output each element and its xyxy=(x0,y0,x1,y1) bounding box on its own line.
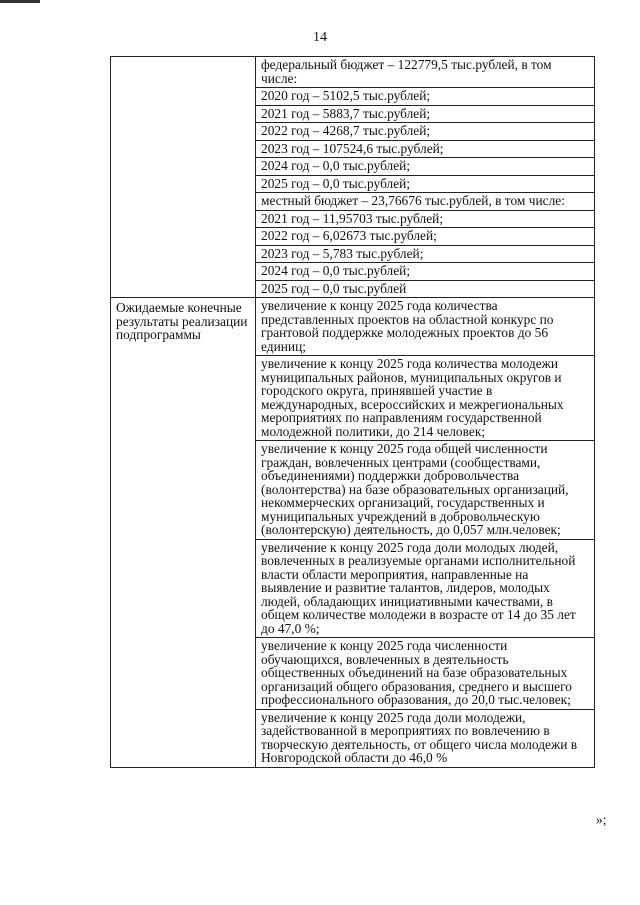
table-paragraph: местный бюджет – 23,76676 тыс.рублей, в том числе: xyxy=(256,193,594,211)
table-paragraph: 2024 год – 0,0 тыс.рублей; xyxy=(256,158,594,176)
row-label xyxy=(111,57,256,298)
row-content xyxy=(256,57,595,298)
row-content xyxy=(256,298,595,768)
table-paragraph: 2021 год – 5883,7 тыс.рублей; xyxy=(256,106,594,124)
table-paragraph: 2022 год – 4268,7 тыс.рублей; xyxy=(256,123,594,141)
table-paragraph: 2022 год – 6,02673 тыс.рублей; xyxy=(256,228,594,246)
table-paragraph: увеличение к концу 2025 года количества молодежи муниципальных районов, муниципальных округов и городского округа, принявшей участие в международных, всероссийских и межрегиональных мероприятиях по направлениям государственной молодежной политики, до 214 человек; xyxy=(256,356,594,441)
table-paragraph: увеличение к концу 2025 года общей численности граждан, вовлеченных центрами (сообществами, объединениями) поддержки добровольчества (волонтерства) на базе образовательных организаций, некоммерческих организаций, государственных и муниципальных учреждений в добровольческую (волонтерскую) деятельность, до 0,057 млн.человек; xyxy=(256,441,594,540)
table-paragraph: 2023 год – 107524,6 тыс.рублей; xyxy=(256,141,594,159)
subprogram-passport-table xyxy=(110,56,595,768)
closing-quote-mark: »; xyxy=(596,812,607,827)
table-paragraph: увеличение к концу 2025 года доли молодых людей, вовлеченных в реализуемые органами исполнительной власти области мероприятия, направленные на выявление и развитие талантов, лидеров, молодых людей, обладающих инициативными качествами, в общем количестве молодежи в возрасте от 14 до 35 лет до 47,0 %; xyxy=(256,540,594,639)
table-paragraph: 2024 год – 0,0 тыс.рублей; xyxy=(256,263,594,281)
table-paragraph: увеличение к концу 2025 года доли молодежи, задействованной в мероприятиях по вовлечению в творческую деятельность, от общего числа молодежи в Новгородской области до 46,0 % xyxy=(261,709,578,765)
page-number: 14 xyxy=(313,30,327,45)
table-row-expected-results xyxy=(111,298,595,768)
table-paragraph: 2020 год – 5102,5 тыс.рублей; xyxy=(256,88,594,106)
table-paragraph: увеличение к концу 2025 года численности обучающихся, вовлеченных в деятельность общественных объединений на базе образовательных организаций общего образования, среднего и высшего профессионального образования, до 20,0 тыс.человек; xyxy=(256,638,594,710)
table-paragraph: 2025 год – 0,0 тыс.рублей xyxy=(261,280,407,296)
table-paragraph: 2021 год – 11,95703 тыс.рублей; xyxy=(256,211,594,229)
table-row-funding xyxy=(111,57,595,298)
row-label: Ожидаемые конечные результаты реализации подпрограммы xyxy=(111,298,256,768)
table-paragraph: увеличение к концу 2025 года количества представленных проектов на областной конкурс по грантовой поддержке молодежных проектов до 56 единиц; xyxy=(256,298,594,356)
table-paragraph: 2023 год – 5,783 тыс.рублей; xyxy=(256,246,594,264)
table-paragraph: федеральный бюджет – 122779,5 тыс.рублей, в том числе: xyxy=(256,57,594,88)
scan-corner-mark xyxy=(0,0,40,3)
table-paragraph: 2025 год – 0,0 тыс.рублей; xyxy=(256,176,594,194)
